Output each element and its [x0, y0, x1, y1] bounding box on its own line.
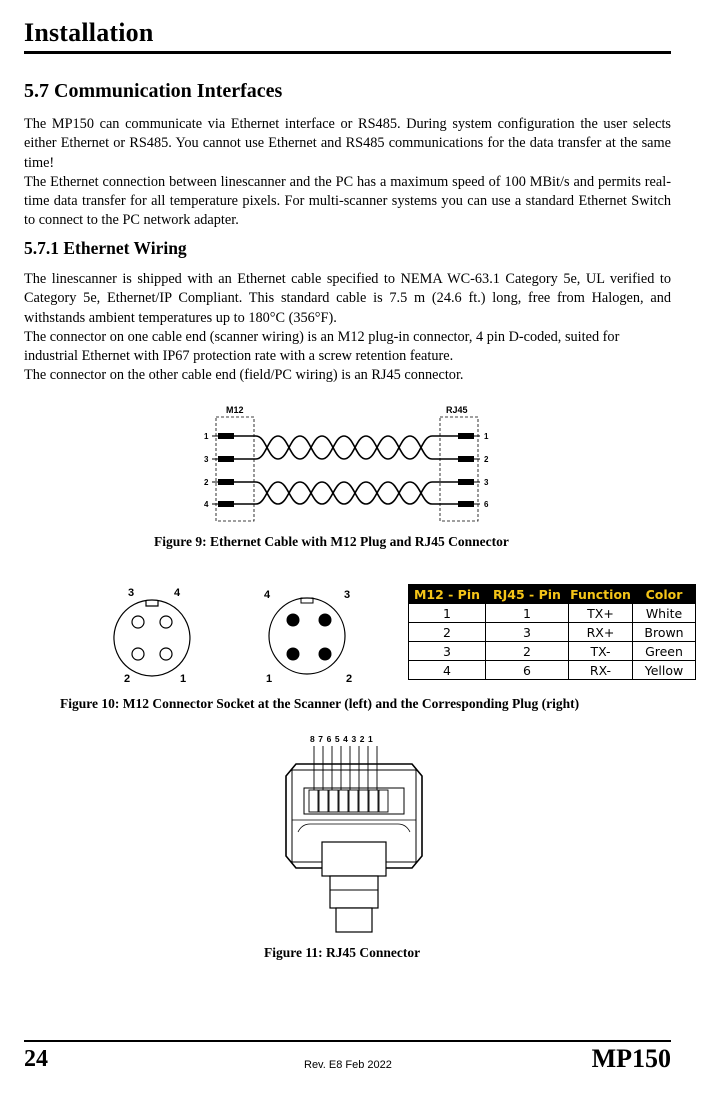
table-cell: Brown [633, 623, 696, 642]
table-header-cell: Color [633, 585, 696, 604]
footer-rule [24, 1040, 671, 1042]
table-cell: 6 [486, 661, 569, 680]
figure-11-caption: Figure 11: RJ45 Connector [264, 945, 421, 960]
subsection-heading: 5.7.1 Ethernet Wiring [24, 238, 187, 258]
socket-outline [114, 600, 190, 676]
table-cell: White [633, 604, 696, 623]
table-cell: TX+ [569, 604, 633, 623]
table-cell: 3 [409, 642, 486, 661]
m12-label: M12 [226, 405, 244, 415]
table-row [409, 604, 696, 623]
table-cell: RX- [569, 661, 633, 680]
plug-pin-label-top-right: 3 [344, 589, 351, 601]
table-cell: TX- [569, 642, 633, 661]
m12-pin-label: 4 [204, 500, 209, 509]
rj45-pin-label: 2 [484, 455, 489, 464]
table-row [409, 623, 696, 642]
socket-pin-label-bottom-right: 1 [180, 673, 187, 685]
rj45-pin-label: 3 [484, 478, 489, 487]
table-header-cell: RJ45 - Pin [486, 585, 569, 604]
table-cell: Green [633, 642, 696, 661]
rj45-latch [322, 842, 386, 876]
rj45-pins [458, 432, 489, 509]
rj45-pin-label: 6 [484, 500, 489, 509]
socket-pin-label-top-right: 4 [174, 587, 181, 599]
plug-pin-label-bottom-right: 2 [346, 673, 353, 685]
subsection-body [24, 270, 671, 386]
pin-assignment-table [408, 584, 696, 680]
m12-pins [204, 432, 234, 509]
m12-plug-diagram [258, 584, 358, 688]
header-rule [24, 51, 671, 54]
rj45-pin-label: 1 [484, 432, 489, 441]
page-number: 24 [24, 1046, 48, 1072]
table-header-row [409, 585, 696, 604]
section-paragraph-1: The MP150 can communicate via Ethernet interface or RS485. During system configuration the user selects either Ethernet or RS485. You cannot use Ethernet and RS485 communications for the data transfer at the same time! [24, 116, 671, 171]
table-row [409, 661, 696, 680]
table-cell: RX+ [569, 623, 633, 642]
table-cell: Yellow [633, 661, 696, 680]
page-header-title: Installation [24, 18, 154, 47]
socket-pin-label-bottom-left: 2 [124, 673, 131, 685]
m12-pin-label: 1 [204, 432, 209, 441]
plug-outline [269, 598, 345, 674]
socket-pin-label-top-left: 3 [128, 587, 135, 599]
revision-label: Rev. E8 Feb 2022 [304, 1059, 392, 1071]
table-cell: 1 [486, 604, 569, 623]
table-row [409, 642, 696, 661]
m12-pin-label: 2 [204, 478, 209, 487]
table-cell: 1 [409, 604, 486, 623]
plug-pin-label-top-left: 4 [264, 589, 271, 601]
ethernet-cable-diagram [196, 400, 506, 526]
rj45-pin-numbers: 8 7 6 5 4 3 2 1 [310, 734, 374, 744]
rj45-label: RJ45 [446, 405, 468, 415]
rj45-connector-diagram [278, 730, 430, 936]
section-body [24, 115, 671, 231]
section-paragraph-2: The Ethernet connection between linescanner and the PC has a maximum speed of 100 MBit/s and permits real-time data transfer for all temperature pixels. For multi-scanner systems you can use a standard Ethernet Switch to connect to the PC network adapter. [24, 173, 671, 229]
table-cell: 2 [409, 623, 486, 642]
table-cell: 2 [486, 642, 569, 661]
figure-10-caption: Figure 10: M12 Connector Socket at the Scanner (left) and the Corresponding Plug (right) [60, 696, 580, 711]
table-cell: 3 [486, 623, 569, 642]
figure-9-caption: Figure 9: Ethernet Cable with M12 Plug and RJ45 Connector [154, 534, 509, 549]
product-name: MP150 [591, 1044, 671, 1073]
twisted-pair-2 [234, 482, 458, 504]
subsection-paragraph-3: The connector on the other cable end (field/PC wiring) is an RJ45 connector. [24, 367, 464, 384]
plug-pin-label-bottom-left: 1 [266, 673, 273, 685]
subsection-paragraph-2: The connector on one cable end (scanner wiring) is an M12 plug-in connector, 4 pin D-coded, suited for industrial Ethernet with IP67 protection rate with a screw retention feature. [24, 328, 620, 365]
table-header-cell: M12 - Pin [409, 585, 486, 604]
table-header-cell: Function [570, 586, 631, 602]
m12-socket-diagram [106, 584, 198, 688]
subsection-paragraph-1: The linescanner is shipped with an Ethernet cable specified to NEMA WC-63.1 Category 5e, UL verified to Category 5e, Ethernet/IP Compliant. This standard cable is 7.5 m (24.6 ft.) long, free from Halogen, and withstands ambient temperatures up to 180°C (356°F). [24, 271, 671, 326]
table-cell: 4 [409, 661, 486, 680]
m12-pin-label: 3 [204, 455, 209, 464]
section-heading: 5.7 Communication Interfaces [24, 80, 283, 102]
twisted-pair-1 [234, 436, 458, 459]
